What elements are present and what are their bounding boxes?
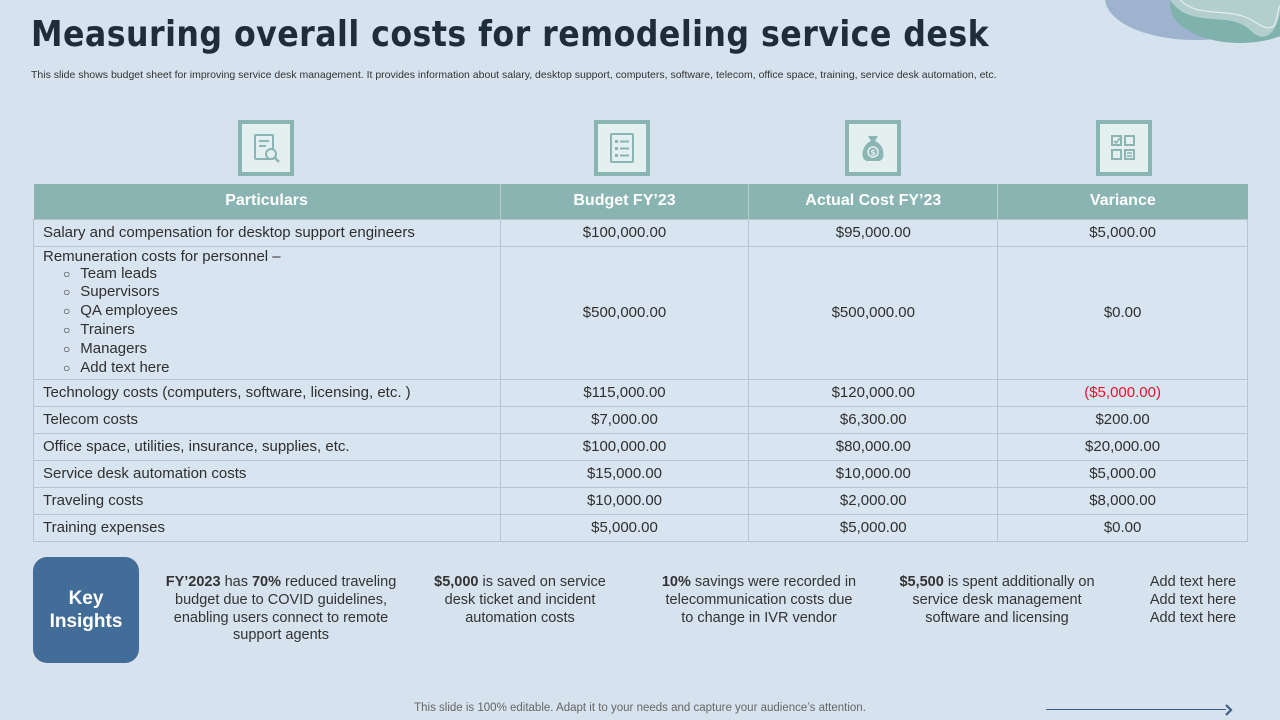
key-insights-box [33,557,139,663]
list-item: ○ QA employees [63,302,500,321]
row-actual: $2,000.00 [749,487,998,514]
row-variance-negative: ($5,000.00) [998,379,1248,406]
header-budget: Budget FY’23 [500,184,749,219]
row-particular: Training expenses [34,514,501,541]
row-budget: $100,000.00 [500,219,749,246]
row-budget: $15,000.00 [500,460,749,487]
header-actual-cost: Actual Cost FY’23 [749,184,998,219]
money-bag-icon [845,120,901,176]
row-budget: $100,000.00 [500,433,749,460]
row-actual: $120,000.00 [749,379,998,406]
row-actual: $95,000.00 [749,219,998,246]
cost-table [33,184,1248,542]
document-search-icon [238,120,294,176]
insight-bold: $5,000 [434,574,479,590]
placeholder-text: Add text here [1149,574,1237,590]
chevron-right-icon [1224,703,1234,717]
row-actual: $5,000.00 [749,514,998,541]
insight-bold: 70% [251,574,282,590]
row-actual: $80,000.00 [749,433,998,460]
page-title: Measuring overall costs for remodeling service desk [31,14,990,55]
row-variance: $5,000.00 [998,219,1248,246]
row-actual: $6,300.00 [749,406,998,433]
row-variance: $5,000.00 [998,460,1248,487]
insight-text: reduced traveling budget due to COVID guidelines, enabling users connect to remote support agents [173,574,397,644]
row-particular: Service desk automation costs [34,460,501,487]
row-particular: Office space, utilities, insurance, supplies, etc. [34,433,501,460]
header-particulars: Particulars [34,184,501,219]
row-budget: $500,000.00 [500,246,749,379]
insight-text: is saved on service desk ticket and incident automation costs [444,574,606,626]
placeholder-text: Add text here [1149,591,1237,608]
table-row [34,433,1248,460]
table-row [34,487,1248,514]
list-item: ○ Managers [63,340,500,359]
row-particular [34,246,501,379]
svg-text:$: $ [870,148,876,157]
table-row [34,246,1248,379]
remuneration-heading: Remuneration costs for personnel – [43,247,281,265]
row-particular: Technology costs (computers, software, licensing, etc. ) [34,379,501,406]
list-item: ○ Team leads [63,265,500,284]
row-variance: $0.00 [998,514,1248,541]
list-item: ○ Supervisors [63,283,500,302]
table-row [34,219,1248,246]
header-variance: Variance [998,184,1248,219]
placeholder-text: Add text here [1149,609,1237,626]
list-item: ○ Add text here [63,359,500,378]
row-variance: $0.00 [998,246,1248,379]
table-row [34,460,1248,487]
checklist-icon [594,120,650,176]
list-item: ○ Trainers [63,321,500,340]
personnel-list [43,265,500,378]
row-actual: $500,000.00 [749,246,998,379]
insight-bold: 10% [661,574,691,590]
corner-decoration [1090,0,1280,45]
insight-placeholder [1138,574,1248,627]
insight-software [895,574,1099,627]
row-particular: Traveling costs [34,487,501,514]
row-variance: $8,000.00 [998,487,1248,514]
row-budget: $115,000.00 [500,379,749,406]
row-variance: $200.00 [998,406,1248,433]
row-particular: Telecom costs [34,406,501,433]
insight-automation [425,574,615,627]
key-insights-label-line1: Key [68,588,104,609]
insight-text: has [220,574,252,590]
insight-telecom [660,574,858,627]
page-subtitle: This slide shows budget sheet for improving service desk management. It provides information about salary, desktop support, computers, software, telecom, office space, training, service desk automation, etc. [31,69,997,81]
row-budget: $7,000.00 [500,406,749,433]
footer-note: This slide is 100% editable. Adapt it to your needs and capture your audience’s attention. [414,702,866,714]
key-insights-label-line2: Insights [49,611,123,632]
table-header-row [34,184,1248,219]
insight-text: savings were recorded in telecommunication costs due to change in IVR vendor [665,574,857,626]
table-row [34,406,1248,433]
insight-travel [165,574,397,645]
row-actual: $10,000.00 [749,460,998,487]
insight-text: is spent additionally on service desk management software and licensing [912,574,1095,626]
row-variance: $20,000.00 [998,433,1248,460]
table-row [34,514,1248,541]
table-row [34,379,1248,406]
row-budget: $5,000.00 [500,514,749,541]
grid-checklist-icon [1096,120,1152,176]
row-budget: $10,000.00 [500,487,749,514]
row-particular: Salary and compensation for desktop support engineers [34,219,501,246]
insight-bold: FY’2023 [165,574,221,590]
footer-divider [1046,709,1226,710]
insight-bold: $5,500 [899,574,944,590]
